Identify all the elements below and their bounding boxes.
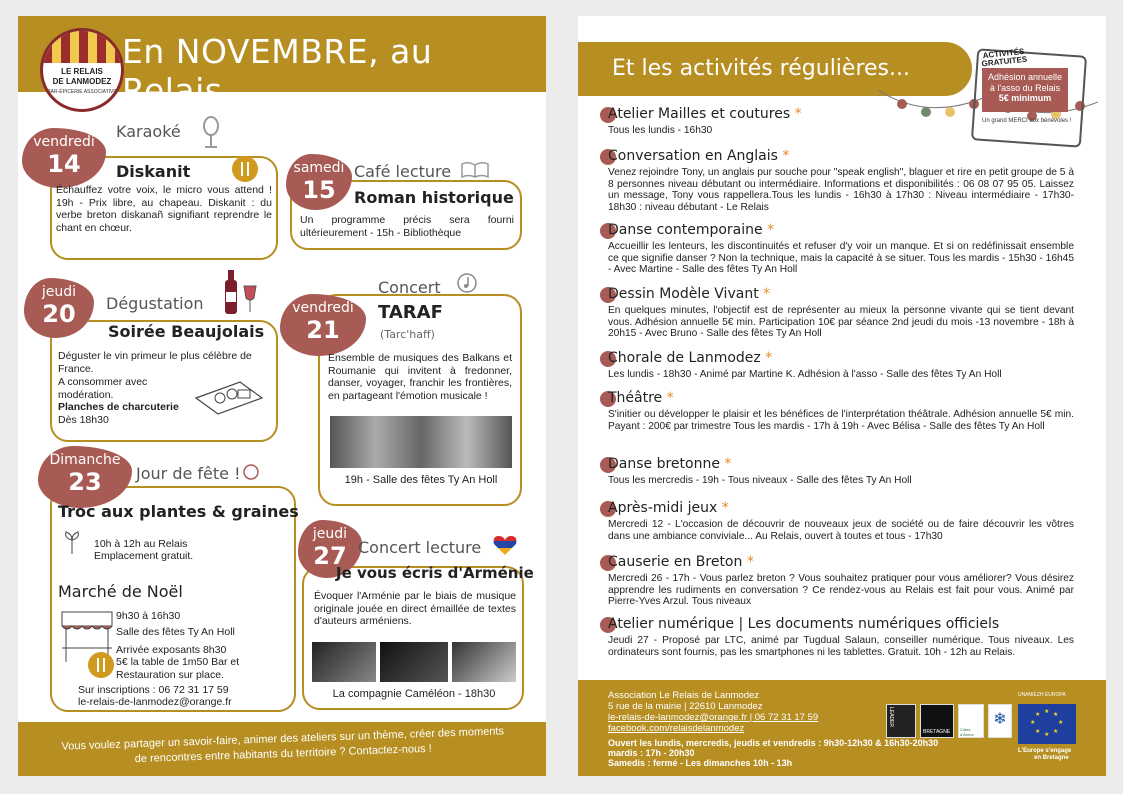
event-description: 5€ la table de 1m50 Bar et Restauration sur place. xyxy=(116,656,240,681)
contact-line[interactable]: le-relais-de-lanmodez@orange.fr | 06 72 31 17 59 xyxy=(608,712,819,723)
contact-email[interactable]: le-relais-de-lanmodez@orange.fr xyxy=(78,696,232,708)
eu-banner: UNANIEZH EUROPA xyxy=(1018,692,1066,698)
event-title: Marché de Noël xyxy=(58,582,183,601)
left-page xyxy=(18,16,546,776)
date-day: Dimanche xyxy=(49,452,121,468)
activity-description: Tous les lundis - 16h30 xyxy=(608,125,713,136)
event-description: Déguster le vin primeur le plus célèbre de France. xyxy=(58,350,252,375)
badge-line: à l'asso du Relais xyxy=(989,82,1061,93)
snowflake-icon: ❄ xyxy=(993,711,1007,728)
date-number: 21 xyxy=(306,316,340,344)
activity-star: * xyxy=(794,106,802,122)
event-title: TARAF xyxy=(378,302,443,323)
event-title: Diskanit xyxy=(116,162,191,181)
logo-text-2: DE LANMODEZ xyxy=(52,77,112,86)
activity-title: Danse contemporaine * xyxy=(608,222,775,238)
ornament-icon xyxy=(242,462,260,480)
activity-star: * xyxy=(782,148,790,164)
activity-description: Mercredi 12 - L'occasion de découvrir de nouveaux jeux de société ou de faire découvrir les vôtres dans une ambiance conviviale... Au Relais, ouvert à toutes et tous - 17h30 xyxy=(608,519,1074,542)
activity-description: En quelques minutes, l'objectif est de représenter au mieux la personne vivante qui se tient devant vous. Adhésion annuelle 5€ min. Participation 10€ par séance 2nd jeudi du mois -13 novembre - 18h à 20h15 - Avec Bruno - Salle des fêtes Ty An Holl xyxy=(608,305,1074,339)
date-number: 14 xyxy=(47,150,81,178)
activity-star: * xyxy=(765,350,773,366)
eu-caption: L'Europe s'engage xyxy=(1018,748,1072,754)
activity-title: Atelier Mailles et coutures * xyxy=(608,106,802,122)
date-day: samedi xyxy=(293,160,345,176)
membership-badge xyxy=(982,68,1068,112)
event-description: Évoquer l'Arménie par le biais de musique originale jouée en direct émaillée de textes d'auteurs arméniens. xyxy=(314,590,516,627)
charcuterie-board-icon xyxy=(190,368,266,420)
badge-thanks: Un grand MERCI aux bénévoles ! xyxy=(982,118,1072,124)
activity-star: * xyxy=(721,500,729,516)
logo-text-1: LE RELAIS xyxy=(61,67,103,76)
event-category: Café lecture xyxy=(354,162,452,181)
seedling-icon xyxy=(62,528,82,556)
page-title: En NOVEMBRE, au Relais... xyxy=(122,32,433,110)
date-number: 27 xyxy=(313,542,347,570)
association-name: Association Le Relais de Lanmodez xyxy=(608,690,760,701)
activity-title: Après-midi jeux * xyxy=(608,500,729,516)
date-day: jeudi xyxy=(312,526,348,542)
event-description: Dès 18h30 xyxy=(58,414,109,426)
badge-line: 5€ minimum xyxy=(998,93,1052,103)
book-icon xyxy=(460,160,490,180)
event-category: Dégustation xyxy=(106,294,204,313)
date-number: 20 xyxy=(42,300,76,328)
event-title: Je vous écris d'Arménie xyxy=(336,564,534,582)
event-category: Jour de fête ! xyxy=(136,464,241,483)
activity-star: * xyxy=(746,554,754,570)
leader-text: LEADER xyxy=(888,707,894,728)
event-title: Troc aux plantes & graines xyxy=(58,502,299,521)
fork-knife-icon xyxy=(232,156,258,182)
lecture-photo-2 xyxy=(380,642,448,682)
lecture-photo-3 xyxy=(452,642,516,682)
opening-hours-weekend: Samedis : fermé - Les dimanches 10h - 13h xyxy=(608,758,793,768)
badge-line: Adhésion annuelle xyxy=(987,72,1063,82)
event-time: 9h30 à 16h30 xyxy=(116,610,181,622)
badge-heading: ACTIVITÉS GRATUITES xyxy=(981,46,1028,69)
event-description: Planches de charcuterie xyxy=(58,401,179,413)
event-category: Karaoké xyxy=(116,122,181,141)
event-category: Concert lecture xyxy=(358,538,482,557)
relais-logo xyxy=(40,28,124,112)
bretagne-logo xyxy=(920,704,954,738)
logo-text-3: BAR-ÉPICERIE ASSOCIATIVE xyxy=(47,89,117,95)
date-number: 15 xyxy=(302,176,336,204)
lecture-photo-1 xyxy=(312,642,376,682)
activity-description: Jeudi 27 - Proposé par LTC, animé par Tugdual Salaun, conseiller numérique. Tous niveaux. Les ordinateurs sont fournis, pas les smartphones ni les tablettes. Gratuit. 10h - 12h au Relais. xyxy=(608,635,1074,658)
eu-flag: ★ ★ ★ ★ ★ ★ ★ ★ xyxy=(1018,704,1076,744)
music-note-icon xyxy=(456,272,478,294)
event-category: Concert xyxy=(378,278,441,297)
event-description: Arrivée exposants 8h30 xyxy=(116,644,227,656)
date-day: jeudi xyxy=(41,284,77,300)
activity-title: Causerie en Breton * xyxy=(608,554,754,570)
activity-title: Dessin Modèle Vivant * xyxy=(608,286,771,302)
fork-knife-icon xyxy=(88,652,114,678)
event-time: 10h à 12h au Relais xyxy=(94,538,188,550)
leader-logo xyxy=(886,704,916,738)
page-title: Et les activités régulières... xyxy=(612,56,910,81)
date-badge-15 xyxy=(286,154,352,210)
activity-title: Chorale de Lanmodez * xyxy=(608,350,773,366)
facebook-link[interactable]: facebook.com/relaisdelanmodez xyxy=(608,723,745,734)
right-footer xyxy=(578,680,1106,776)
event-caption: 19h - Salle des fêtes Ty An Holl xyxy=(344,474,498,486)
activity-description: Venez rejoindre Tony, un anglais pur souche pour "speak english", blaguer et rire en petit groupe de 5 à 8 personnes niveau débutant ou intermédiaire. Informations et disponibilités : 06 08 07 95 05. Laissez un message, Tony vous rappellera.Tous les lundis - 16h30 à 17h30 : Niveau intermédiaire - 17h30-18h30 : niveau débutant - Le Relais xyxy=(608,167,1074,213)
event-title: Soirée Beaujolais xyxy=(108,322,265,341)
event-description: Échauffez votre voix, le micro vous attend ! 19h - Prix libre, au chapeau. Diskanit : du verbe breton diskanañ signifiant reprendre le chant en chœur. xyxy=(56,184,272,234)
opening-hours-tuesday: mardis : 17h - 20h30 xyxy=(608,748,695,758)
activity-star: * xyxy=(666,390,674,406)
date-number: 23 xyxy=(68,468,102,496)
activity-title: Danse bretonne * xyxy=(608,456,732,472)
event-location: Salle des fêtes Ty An Holl xyxy=(116,626,235,638)
wine-bottle-icon xyxy=(222,266,262,316)
date-day: vendredi xyxy=(292,300,354,316)
snowflake-logo xyxy=(988,704,1012,738)
activity-description: Les lundis - 18h30 - Animé par Martine K. Adhésion à l'asso - Salle des fêtes Ty An Holl xyxy=(608,369,1002,380)
activity-star: * xyxy=(767,222,775,238)
activity-description: Mercredi 26 - 17h - Vous parlez breton ? Vous souhaitez pratiquer pour vous améliorer? Vous désirez apprendre les rudiments en conversation ? Ce rendez-vous au Relais est fait pour vous. Animé par Pierre-Yves Arzul. Tous niveaux xyxy=(608,573,1074,607)
cotes-darmor-logo xyxy=(958,704,984,738)
activity-description: Tous les mercredis - 19h - Tous niveaux - Salle des fêtes Ty An Holl xyxy=(608,475,912,486)
event-description: A consommer avec modération. xyxy=(58,376,148,401)
activity-description: Accueillir les lenteurs, les discontinuités et refuser d'y voir un manque. Et si on redéfinissait ensemble ce que signifie danser ? Non la technique, mais la capacité à se situer. Tous les mardis - 15h30 - 16h45 - Avec Martine - Salle des fêtes Ty An Holl xyxy=(608,241,1074,275)
right-page xyxy=(578,16,1106,776)
cotes-text: Côtes d'Armor xyxy=(960,727,974,737)
concert-photo xyxy=(330,416,512,468)
activity-title: Atelier numérique | Les documents numériques officiels xyxy=(608,616,1000,632)
armenia-heart-icon xyxy=(492,534,518,556)
logo-awning xyxy=(43,31,124,63)
microphone-icon xyxy=(196,116,226,152)
event-description: Un programme précis sera fourni ultérieurement - 15h - Bibliothèque xyxy=(300,214,514,239)
activity-description: S'initier ou développer le plaisir et les bénéfices de l'interprétation théâtrale. Adhésion annuelle 5€ min. Payant : 200€ par trimestre Tous les mardis - 17h à 19h - Avec Bélisa - Salle des fêtes Ty An Holl xyxy=(608,409,1074,432)
eu-caption: en Bretagne xyxy=(1034,755,1069,761)
event-caption: La compagnie Caméléon - 18h30 xyxy=(332,688,496,700)
contact-phone: Sur inscriptions : 06 72 31 17 59 xyxy=(78,684,229,696)
activity-title: Conversation en Anglais * xyxy=(608,148,790,164)
event-title: Roman historique xyxy=(354,188,514,207)
activity-star: * xyxy=(724,456,732,472)
event-description: Emplacement gratuit. xyxy=(94,550,194,562)
activity-star: * xyxy=(763,286,771,302)
left-footer xyxy=(18,722,546,776)
opening-hours: Ouvert les lundis, mercredis, jeudis et vendredis : 9h30-12h30 & 16h30-20h30 xyxy=(608,738,939,748)
date-day: vendredi xyxy=(33,134,95,150)
activity-title: Théâtre * xyxy=(608,390,674,406)
event-description: Ensemble de musiques des Balkans et Roumanie qui invitent à fredonner, danser, voyager, franchir les frontières, en partageant l'émotion musicale ! xyxy=(328,352,512,402)
bretagne-text: BRETAGNE xyxy=(923,729,951,735)
event-subtitle: (Tarc'haff) xyxy=(380,328,435,341)
footer-text: Vous voulez partager un savoir-faire, animer des ateliers sur un thème, créer des moments de rencontres entre habitants du territoire ? Contactez-nous ! xyxy=(61,725,505,766)
address: 5 rue de la mairie | 22610 Lanmodez xyxy=(608,701,763,712)
